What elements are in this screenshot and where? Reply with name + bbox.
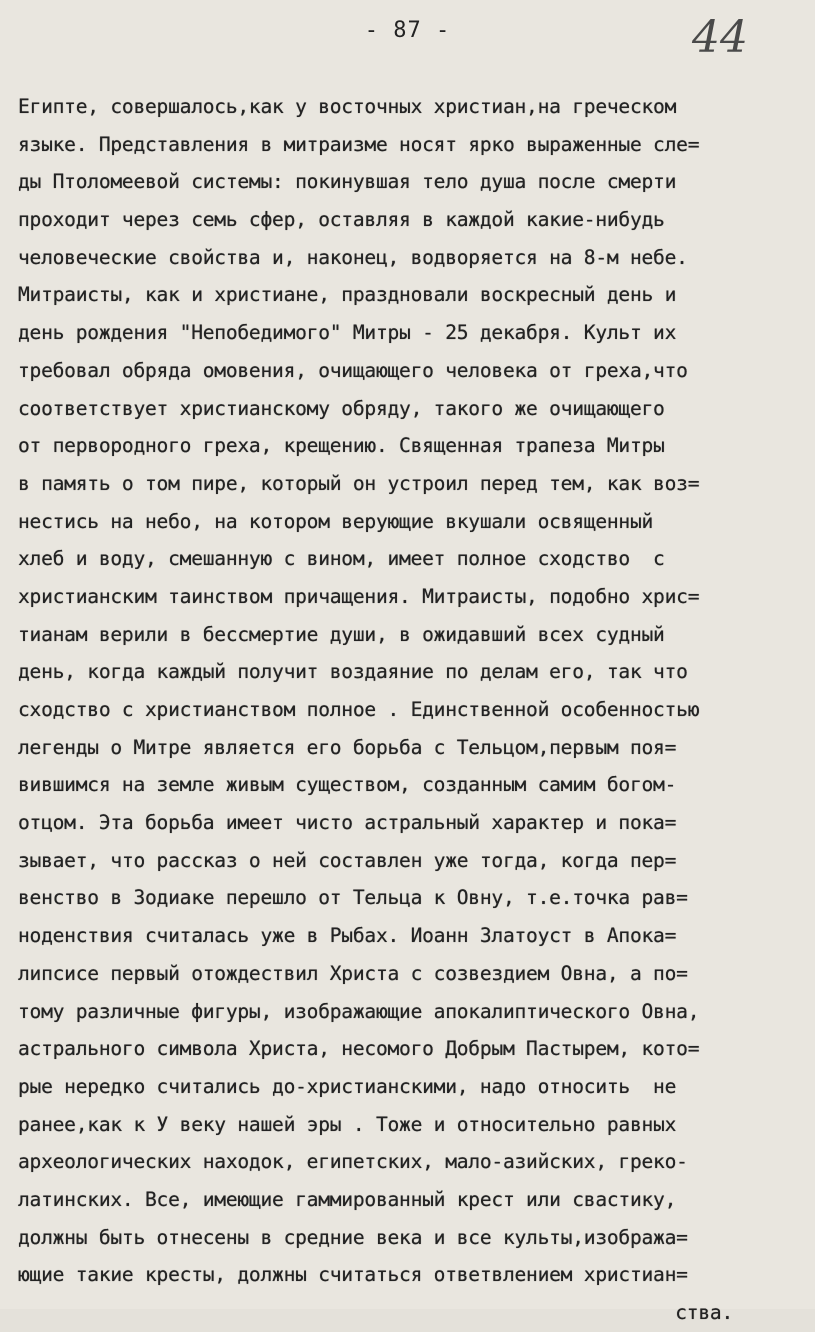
text-line: венство в Зодиаке перешло от Тельца к Овну, т.е.точка рав= [18,886,688,910]
text-line: рые нередко считались до-христианскими, надо относить не [18,1074,677,1098]
text-line: астрального символа Христа, несомого Добрым Пастырем, кото= [18,1037,700,1061]
handwritten-page-mark: 44 [692,12,748,63]
text-line: латинских. Все, имеющие гаммированный крест или свастику, [18,1187,677,1211]
text-line: липсисе первый отождествил Христа с созвездием Овна, а по= [18,961,688,985]
text-line: Митраисты, как и христиане, праздновали воскресный день и [18,283,677,307]
text-line: соответствует христианскому обряду, такого же очищающего [18,396,665,420]
text-line: ства. [675,1301,733,1324]
text-line: языке. Представления в митраизме носят ярко выраженные сле= [18,132,700,156]
text-line: зывает, что рассказ о ней составлен уже тогда, когда пер= [18,848,677,872]
text-line: Египте, совершалось,как у восточных христиан,на греческом [18,95,677,118]
text-line: вившимся на земле живым существом, созданным самим богом- [18,773,677,797]
text-line: от первородного греха, крещению. Священная трапеза Митры [18,434,665,458]
text-line: археологических находок, египетских, мало-азийских, греко- [18,1150,688,1174]
text-line: день, когда каждый получит воздаяние по делам его, так что [18,660,688,684]
text-line: ды Птоломеевой системы: покинувшая тело душа после смерти [18,170,677,194]
text-line: сходство с христианством полное . Единственной особенностью [18,698,700,721]
text-line: нестись на небо, на котором верующие вкушали освященный [18,509,654,533]
text-line: ноденствия считалась уже в Рыбах. Иоанн Златоуст в Апока= [18,924,677,948]
text-line: проходит через семь сфер, оставляя в каждой какие-нибудь [18,208,665,232]
text-line: требовал обряда омовения, очищающего человека от греха,что [18,358,688,382]
text-line: человеческие свойства и, наконец, водворяется на 8-м небе. [18,245,688,269]
text-line: хлеб и воду, смешанную с вином, имеет полное сходство с [18,547,665,571]
typewritten-text-body [18,88,808,1332]
text-line: ющие такие кресты, должны считаться ответвлением христиан= [18,1263,688,1287]
text-line: ранее,как к У веку нашей эры . Тоже и относительно равных [18,1112,677,1136]
page-number: - 87 - [364,18,451,43]
text-line: должны быть отнесены в средние века и все культы,изобража= [18,1225,688,1249]
text-line: тианам верили в бессмертие души, в ожидавший всех судный [18,622,665,646]
text-line: отцом. Эта борьба имеет чисто астральный характер и пока= [18,811,677,835]
text-line: в память о том пире, который он устроил перед тем, как воз= [18,471,700,495]
text-line: день рождения "Непобедимого" Митры - 25 декабря. Культ их [18,321,677,345]
text-line: христианским таинством причащения. Митраисты, подобно хрис= [18,584,700,608]
text-line: тому различные фигуры, изображающие апокалиптического Овна, [18,999,700,1023]
text-line: легенды о Митре является его борьба с Тельцом,первым поя= [18,735,677,759]
